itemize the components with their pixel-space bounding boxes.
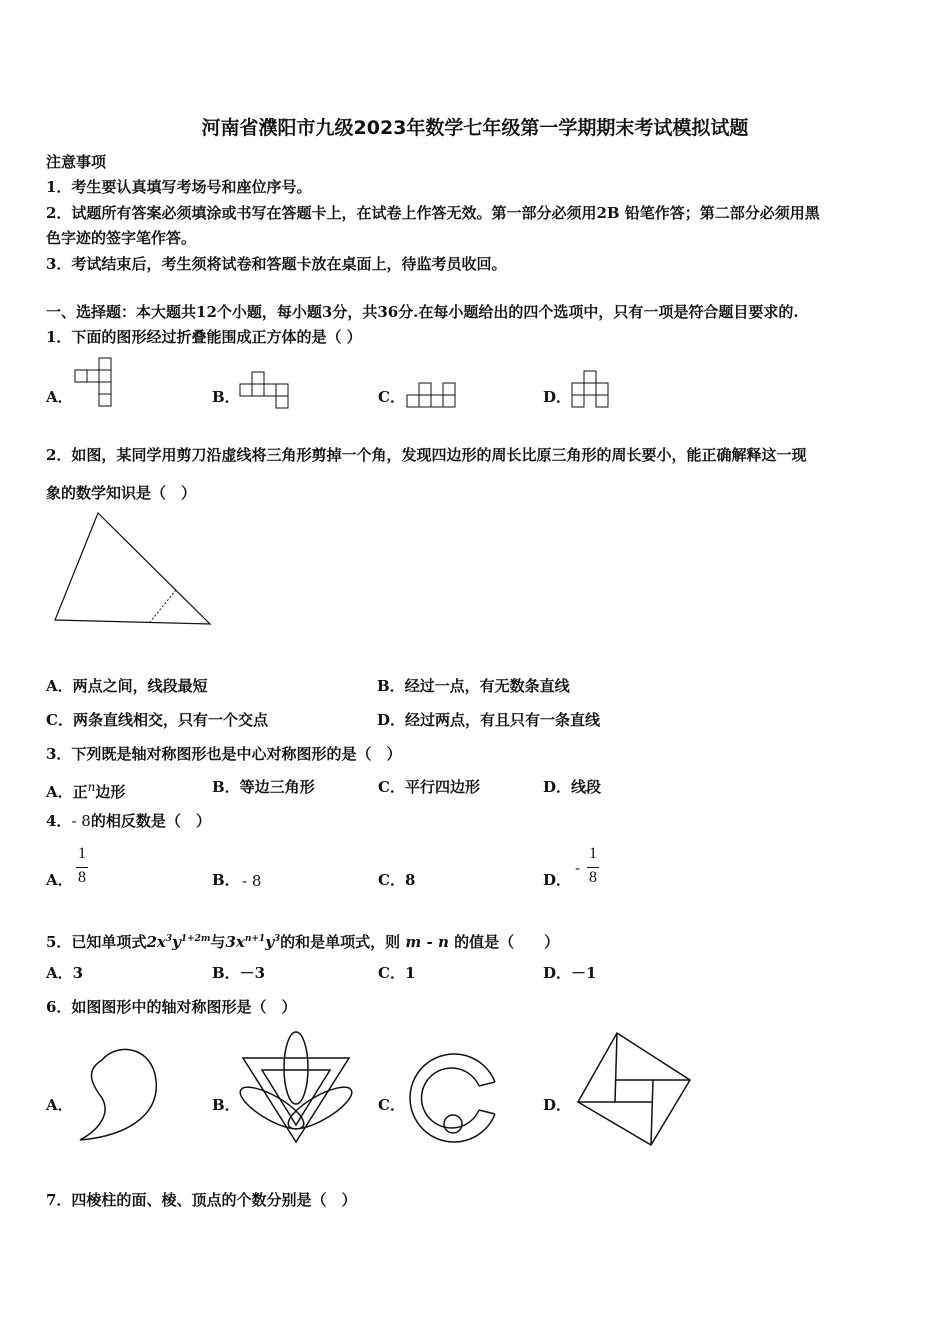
q2-stem: 象的数学知识是（ ） [46,484,197,502]
q5-monomial-1: $2x^3y^{1+2m}$ [146,933,211,951]
q1-label-b: B． [212,388,240,406]
q5-option-c: C．1 [378,964,416,982]
q5-expression: m - n [405,933,449,951]
q5-stem-mid: 与 [210,933,226,951]
q4-stem-pre: 4． [46,812,72,830]
q1-stem: 1．下面的图形经过折叠能围成正方体的是（ ） [46,328,362,346]
section-heading: 一、选择题：本大题共12个小题，每小题3分，共36分.在每小题给出的四个选项中，只有一项是符合题目要求的. [46,303,799,321]
q6-shape-a-comma [72,1040,167,1150]
q6-label-c: C． [378,1096,405,1114]
q3-option-b: B．等边三角形 [212,778,315,796]
q4-d-minus: - [575,859,581,877]
page-title: 河南省濮阳市九级2023年数学七年级第一学期期末考试模拟试题 [201,117,749,139]
q4-a-numerator: 1 [78,845,86,862]
q1-net-c [407,383,459,411]
q4-d-numerator: 1 [589,845,597,862]
notice-item: 3．考试结束后，考生须将试卷和答题卡放在桌面上，待监考员收回。 [46,255,507,273]
q6-shape-c-ring [405,1052,503,1144]
q3-stem: 3．下列既是轴对称图形也是中心对称图形的是（ ） [46,745,402,763]
q5-stem-post: 的和是单项式，则 [280,933,401,951]
q4-label-c: C． [378,871,405,889]
q2-option-d: D．经过两点，有且只有一条直线 [377,711,601,729]
q1-label-c: C． [378,388,405,406]
q5-stem [46,929,559,952]
q3-option-d: D．线段 [543,778,602,796]
q3-option-a-pre: A．正 [46,783,88,801]
q6-shape-b-star [240,1030,352,1150]
q1-label-a: A． [46,388,73,406]
q2-option-c: C．两条直线相交，只有一个交点 [46,711,268,729]
q5-option-d: D．－1 [543,964,597,982]
q1-net-d [572,371,612,411]
q4-stem-number: - 8 [71,812,91,830]
q3-option-a-post: 边形 [95,783,126,801]
q4-stem-post: 的相反数是（ ） [90,812,211,830]
q3-option-c: C．平行四边形 [378,778,480,796]
q1-net-b [240,372,292,410]
q6-label-d: D． [543,1096,572,1114]
q4-d-fraction-bar [587,867,599,868]
q4-d-denominator: 8 [589,869,597,886]
q4-a-denominator: 8 [78,869,86,886]
q4-label-d: D． [543,871,572,889]
q4-a-fraction-bar [76,867,88,868]
notice-item: 色字迹的签字笔作答。 [46,229,197,247]
q6-label-a: A． [46,1096,73,1114]
q3-option-a-var: n [87,780,96,794]
q4-stem [46,811,211,831]
q4-b-value: - 8 [242,872,262,890]
notice-item: 1．考生要认真填写考场号和座位序号。 [46,178,312,196]
q1-net-a [75,358,115,410]
q5-option-a: A．3 [46,964,84,982]
q5-monomial-2: $3x^{n+1}y^3$ [225,933,281,951]
q4-label-b: B． [212,871,240,889]
q4-c-value: 8 [405,871,416,889]
q6-stem: 6．如图图形中的轴对称图形是（ ） [46,998,297,1016]
q5-option-b: B．－3 [212,964,266,982]
notice-item: 2．试题所有答案必须填涂或书写在答题卡上，在试卷上作答无效。第一部分必须用2B 铅笔作答；第二部分必须用黑 [46,204,820,222]
q7-stem: 7．四棱柱的面、棱、顶点的个数分别是（ ） [46,1191,357,1209]
q2-stem: 2．如图，某同学用剪刀沿虚线将三角形剪掉一个角，发现四边形的周长比原三角形的周长要小，能正确解释这一现 [46,446,807,464]
notice-heading: 注意事项 [46,153,107,171]
q3-option-a [46,777,125,802]
q2-option-b: B．经过一点，有无数条直线 [377,677,570,695]
q2-option-a: A．两点之间，线段最短 [46,677,208,695]
q6-shape-d-pinwheel [575,1030,693,1148]
q6-label-b: B． [212,1096,240,1114]
q2-triangle-figure [52,510,217,628]
q5-stem-pre: 5．已知单项式 [46,933,147,951]
q5-stem-end: 的值是（ ） [454,933,560,951]
q4-label-a: A． [46,871,73,889]
q1-label-d: D． [543,388,572,406]
